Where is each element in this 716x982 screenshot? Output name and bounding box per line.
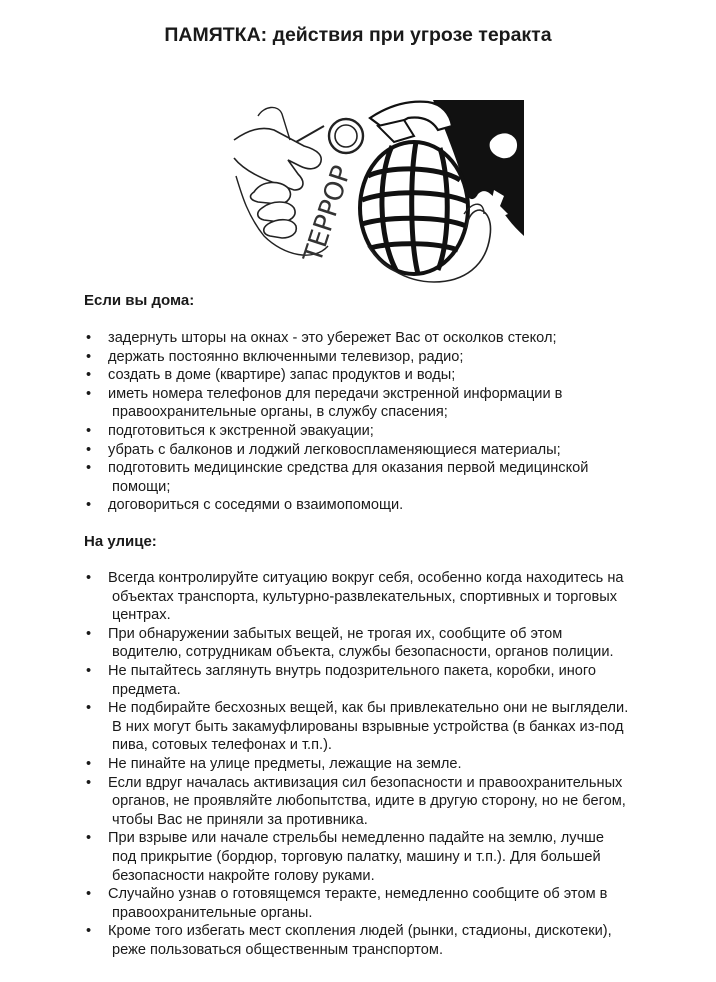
list-item-line: пива, сотовых телефонах и т.п.). [112, 737, 332, 754]
list-item-line: под прикрытие (бордюр, торговую палатку, машину и т.п.). Для большей [112, 848, 601, 865]
home-list [86, 329, 686, 515]
list-item-line: органов, не проявляйте любопытства, идите в другую сторону, но не бегом, [112, 793, 626, 810]
list-item-line: реже пользоваться общественным транспортом. [112, 941, 444, 958]
list-item-line: водителю, сотрудникам объекта, службы безопасности, органов полиции. [112, 644, 614, 661]
list-item-line: Всегда контролируйте ситуацию вокруг себя, особенно когда находитесь на [108, 570, 624, 586]
list-item-line: центрах. [112, 607, 171, 624]
list-item [86, 441, 686, 460]
list-item [86, 366, 686, 385]
list-item-line: правоохранительные органы. [112, 904, 313, 921]
list-item [86, 755, 686, 774]
list-item [86, 422, 686, 441]
illustration-word: ТЕРРОР [298, 161, 358, 267]
page-title: ПАМЯТКА: действия при угрозе теракта [164, 24, 552, 46]
list-item-line: подготовить медицинские средства для оказания первой медицинской [108, 460, 589, 477]
list-item-line: При взрыве или начале стрельбы немедленно падайте на землю, лучше [108, 830, 604, 847]
list-item-line: убрать с балконов и лоджий легковоспламеняющиеся материалы; [108, 441, 561, 458]
list-item-line: безопасности накройте голову руками. [112, 867, 375, 884]
list-item [86, 922, 686, 959]
list-item-line: держать постоянно включенными телевизор, радио; [108, 348, 464, 365]
list-item-line: Если вдруг началась активизация сил безопасности и правоохранительных [108, 774, 623, 791]
list-item [86, 662, 686, 699]
section-heading-street: На улице: [84, 533, 157, 550]
list-item-line: Не подбирайте бесхозных вещей, как бы привлекательно они не выглядели. [108, 700, 629, 717]
list-item-line: правоохранительные органы, в службу спасения; [112, 404, 448, 421]
list-item-line: объектах транспорта, культурно-развлекательных, спортивных и торговых [112, 588, 617, 605]
list-item-line: иметь номера телефонов для передачи экстренной информации в [108, 385, 563, 402]
list-item-line: чтобы Вас не приняли за противника. [112, 811, 368, 828]
list-item [86, 699, 686, 755]
list-item-line: предмета. [112, 681, 181, 698]
list-item-line: создать в доме (квартире) запас продуктов и воды; [108, 367, 456, 384]
list-item [86, 829, 686, 885]
list-item-line: задернуть шторы на окнах - это убережет Вас от осколков стекол; [108, 330, 557, 346]
list-item-line: При обнаружении забытых вещей, не трогая их, сообщите об этом [108, 625, 563, 642]
list-item [86, 625, 686, 662]
list-item [86, 774, 686, 830]
list-item-line: В них могут быть закамуфлированы взрывные устройства (в банках из-под [112, 718, 624, 735]
street-list [86, 569, 686, 959]
section-heading-home: Если вы дома: [84, 292, 195, 309]
list-item-line: Случайно узнав о готовящемся теракте, немедленно сообщите об этом в [108, 886, 608, 903]
list-item-line: подготовиться к экстренной эвакуации; [108, 422, 374, 439]
list-item-line: Кроме того избегать мест скопления людей (рынки, стадионы, дискотеки), [108, 923, 612, 940]
list-item [86, 385, 686, 422]
grenade-illustration-icon [228, 96, 524, 284]
list-item [86, 885, 686, 922]
list-item-line: Не пинайте на улице предметы, лежащие на земле. [108, 755, 462, 772]
list-item [86, 459, 686, 496]
list-item [86, 569, 686, 625]
list-item [86, 348, 686, 367]
list-item-line: Не пытайтесь заглянуть внутрь подозрительного пакета, коробки, иного [108, 662, 597, 679]
list-item [86, 496, 686, 515]
list-item [86, 329, 686, 348]
list-item-line: помощи; [112, 478, 171, 495]
list-item-line: договориться с соседями о взаимопомощи. [108, 497, 404, 514]
